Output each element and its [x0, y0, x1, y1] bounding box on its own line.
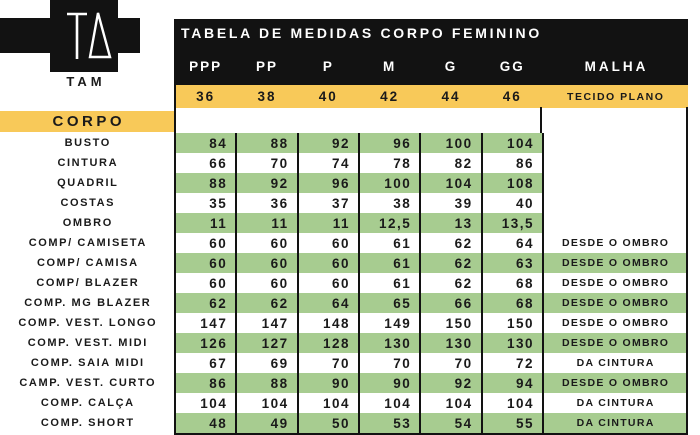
- size-header-cell: GG: [499, 58, 525, 74]
- size-value-cell: 100: [358, 173, 419, 193]
- size-number-cell: 38: [257, 89, 277, 104]
- measurement-label: COMP/ BLAZER: [36, 277, 140, 289]
- ta-monogram-icon: [50, 0, 118, 72]
- size-value-cell: 63: [481, 253, 542, 273]
- size-value-cell: 128: [297, 333, 358, 353]
- malha-value-cell: DA CINTURA: [542, 353, 688, 373]
- table-row: [0, 153, 688, 173]
- size-value-cell: 92: [419, 373, 480, 393]
- size-value-cell: 13,5: [481, 213, 542, 233]
- table-row: [0, 253, 688, 273]
- section-header-corpo: CORPO: [0, 111, 174, 132]
- malha-value-cell: DESDE O OMBRO: [542, 233, 688, 253]
- size-value-cell: 40: [481, 193, 542, 213]
- malha-value-cell: DA CINTURA: [542, 393, 688, 413]
- size-value-cell: 74: [297, 153, 358, 173]
- size-value-cell: 96: [297, 173, 358, 193]
- size-value-cell: 60: [297, 273, 358, 293]
- size-value-cell: 60: [174, 253, 235, 273]
- size-value-cell: 68: [481, 273, 542, 293]
- size-value-cell: 90: [358, 373, 419, 393]
- size-headers-row: [174, 47, 688, 85]
- measurement-label: COMP. VEST. LONGO: [18, 317, 158, 329]
- size-value-cell: 61: [358, 253, 419, 273]
- brand-name: TAM: [66, 73, 106, 89]
- size-value-cell: 64: [297, 293, 358, 313]
- size-value-cell: 104: [419, 173, 480, 193]
- size-value-cell: 50: [297, 413, 358, 433]
- malha-value-cell: [542, 213, 688, 233]
- size-value-cell: 39: [419, 193, 480, 213]
- malha-value-cell: [542, 173, 688, 193]
- size-value-cell: 150: [419, 313, 480, 333]
- page-title: TABELA DE MEDIDAS CORPO FEMININO: [181, 25, 542, 41]
- brand-logo: [50, 0, 118, 72]
- size-value-cell: 70: [297, 353, 358, 373]
- table-row: [0, 313, 688, 333]
- size-value-cell: 130: [481, 333, 542, 353]
- measurement-label: COMP. VEST. MIDI: [27, 337, 148, 349]
- size-value-cell: 61: [358, 273, 419, 293]
- size-value-cell: 104: [297, 393, 358, 413]
- measurement-label: CAMP. VEST. CURTO: [19, 377, 157, 389]
- size-value-cell: 60: [297, 253, 358, 273]
- size-value-cell: 12,5: [358, 213, 419, 233]
- size-header-cell: PPP: [189, 58, 223, 74]
- size-value-cell: 66: [419, 293, 480, 313]
- size-value-cell: 127: [235, 333, 296, 353]
- size-value-cell: 130: [419, 333, 480, 353]
- size-value-cell: 104: [235, 393, 296, 413]
- size-value-cell: 55: [481, 413, 542, 433]
- size-value-cell: 100: [419, 133, 480, 153]
- size-value-cell: 11: [235, 213, 296, 233]
- size-value-cell: 48: [174, 413, 235, 433]
- size-value-cell: 130: [358, 333, 419, 353]
- size-number-cell: 46: [502, 89, 522, 104]
- measurement-label: CINTURA: [57, 157, 119, 169]
- size-value-cell: 66: [174, 153, 235, 173]
- table-left-border: [174, 85, 176, 133]
- size-value-cell: 60: [174, 273, 235, 293]
- size-value-cell: 62: [174, 293, 235, 313]
- size-value-cell: 60: [297, 233, 358, 253]
- size-value-cell: 88: [174, 173, 235, 193]
- size-header-cell: G: [444, 58, 458, 74]
- size-number-cell: 42: [380, 89, 400, 104]
- size-value-cell: 70: [358, 353, 419, 373]
- size-number-cell: 36: [196, 89, 216, 104]
- size-header-cell: M: [383, 58, 397, 74]
- table-row: [0, 173, 688, 193]
- measurement-label: OMBRO: [62, 217, 113, 229]
- size-value-cell: 65: [358, 293, 419, 313]
- table-row: [0, 133, 688, 153]
- size-value-cell: 60: [235, 253, 296, 273]
- size-value-cell: 150: [481, 313, 542, 333]
- malha-column-border: [540, 107, 542, 133]
- table-right-border: [686, 107, 688, 133]
- table-row: [0, 413, 688, 433]
- size-value-cell: 38: [358, 193, 419, 213]
- size-value-cell: 108: [481, 173, 542, 193]
- size-value-cell: 90: [297, 373, 358, 393]
- size-value-cell: 78: [358, 153, 419, 173]
- measurement-label: QUADRIL: [57, 177, 119, 189]
- malha-value-cell: DESDE O OMBRO: [542, 333, 688, 353]
- size-value-cell: 11: [174, 213, 235, 233]
- measurement-label: COMP/ CAMISA: [36, 257, 139, 269]
- size-value-cell: 11: [297, 213, 358, 233]
- size-value-cell: 92: [235, 173, 296, 193]
- table-row: [0, 333, 688, 353]
- size-value-cell: 104: [481, 393, 542, 413]
- size-value-cell: 147: [235, 313, 296, 333]
- size-value-cell: 72: [481, 353, 542, 373]
- malha-value-cell: DA CINTURA: [542, 413, 688, 433]
- measurements-table: [0, 133, 688, 433]
- size-value-cell: 37: [297, 193, 358, 213]
- size-value-cell: 149: [358, 313, 419, 333]
- size-value-cell: 148: [297, 313, 358, 333]
- table-row: [0, 373, 688, 393]
- size-value-cell: 35: [174, 193, 235, 213]
- measurement-label: COMP. SAIA MIDI: [30, 357, 145, 369]
- size-value-cell: 104: [481, 133, 542, 153]
- size-value-cell: 54: [419, 413, 480, 433]
- size-value-cell: 60: [174, 233, 235, 253]
- size-numbers-row: [174, 85, 688, 108]
- table-row: [0, 393, 688, 413]
- measurement-label: COMP/ CAMISETA: [28, 237, 147, 249]
- size-header-cell: P: [322, 58, 334, 74]
- size-value-cell: 88: [235, 133, 296, 153]
- size-value-cell: 49: [235, 413, 296, 433]
- malha-value-cell: DESDE O OMBRO: [542, 273, 688, 293]
- measurement-label: COMP. MG BLAZER: [24, 297, 152, 309]
- size-value-cell: 62: [419, 273, 480, 293]
- size-value-cell: 96: [358, 133, 419, 153]
- size-value-cell: 104: [419, 393, 480, 413]
- size-value-cell: 126: [174, 333, 235, 353]
- size-value-cell: 36: [235, 193, 296, 213]
- size-value-cell: 70: [419, 353, 480, 373]
- table-row: [0, 193, 688, 213]
- measurement-label: COSTAS: [60, 197, 116, 209]
- size-value-cell: 62: [419, 233, 480, 253]
- table-row: [0, 213, 688, 233]
- size-value-cell: 62: [419, 253, 480, 273]
- size-value-cell: 62: [235, 293, 296, 313]
- size-value-cell: 60: [235, 273, 296, 293]
- size-value-cell: 67: [174, 353, 235, 373]
- malha-value-cell: DESDE O OMBRO: [542, 373, 688, 393]
- size-value-cell: 92: [297, 133, 358, 153]
- tecido-plano-cell: TECIDO PLANO: [567, 90, 665, 103]
- size-value-cell: 84: [174, 133, 235, 153]
- size-value-cell: 70: [235, 153, 296, 173]
- size-header-cell: PP: [255, 58, 278, 74]
- malha-value-cell: [542, 133, 688, 153]
- size-number-cell: 40: [318, 89, 338, 104]
- size-value-cell: 68: [481, 293, 542, 313]
- malha-value-cell: [542, 193, 688, 213]
- size-value-cell: 13: [419, 213, 480, 233]
- size-value-cell: 64: [481, 233, 542, 253]
- size-value-cell: 88: [235, 373, 296, 393]
- size-value-cell: 94: [481, 373, 542, 393]
- size-value-cell: 82: [419, 153, 480, 173]
- size-value-cell: 53: [358, 413, 419, 433]
- size-value-cell: 69: [235, 353, 296, 373]
- size-value-cell: 60: [235, 233, 296, 253]
- table-row: [0, 353, 688, 373]
- table-row: [0, 233, 688, 253]
- measurement-label: COMP. SHORT: [40, 417, 135, 429]
- table-row: [0, 273, 688, 293]
- size-value-cell: 86: [481, 153, 542, 173]
- malha-value-cell: DESDE O OMBRO: [542, 253, 688, 273]
- size-number-cell: 44: [441, 89, 461, 104]
- table-row: [0, 293, 688, 313]
- malha-header-cell: MALHA: [584, 58, 649, 74]
- malha-value-cell: DESDE O OMBRO: [542, 293, 688, 313]
- malha-value-cell: DESDE O OMBRO: [542, 313, 688, 333]
- size-value-cell: 104: [358, 393, 419, 413]
- malha-value-cell: [542, 153, 688, 173]
- size-value-cell: 61: [358, 233, 419, 253]
- size-value-cell: 104: [174, 393, 235, 413]
- measurement-label: COMP. CALÇA: [40, 397, 135, 409]
- measurement-label: BUSTO: [64, 137, 111, 149]
- size-value-cell: 147: [174, 313, 235, 333]
- size-value-cell: 86: [174, 373, 235, 393]
- table-header: [174, 19, 688, 85]
